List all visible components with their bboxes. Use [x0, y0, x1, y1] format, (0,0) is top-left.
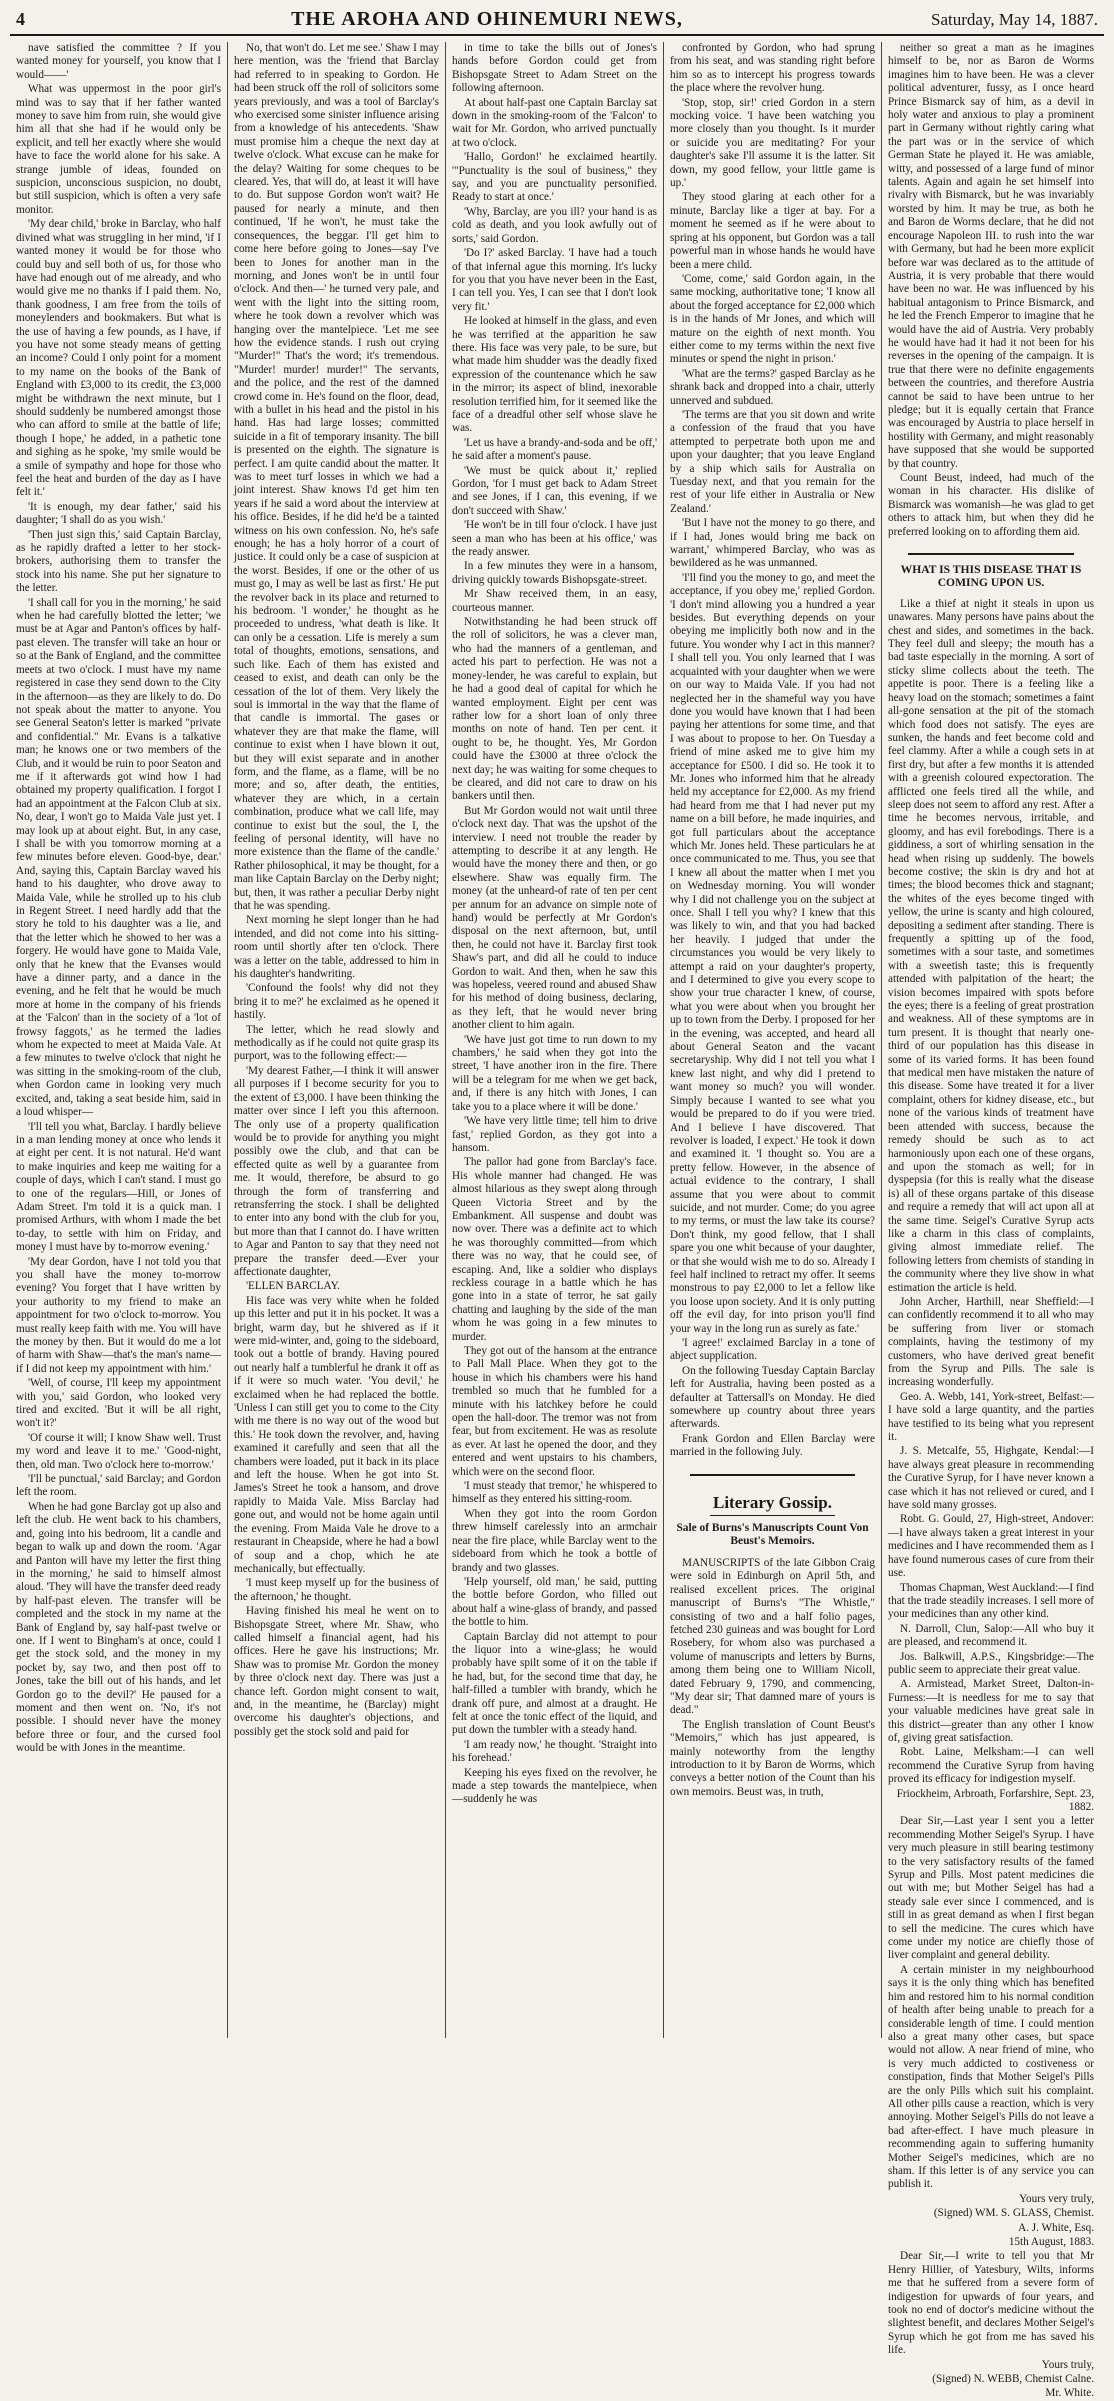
article-paragraph: Keeping his eyes fixed on the revolver, he made a step towards the mantelpiece, when—suddenly he was	[452, 1766, 657, 1806]
advert-paragraph: J. S. Metcalfe, 55, Highgate, Kendal:—I have always great pleasure in recommending the Curative Syrup, for I have never known a case which it has not relieved or cured, and I have sold many grosses.	[888, 1445, 1094, 1512]
article-paragraph: His face was very white when he folded up this letter and put it in his pocket. It was a bright, warm day, but he shivered as if it were mid-winter, and, going to the sideboard, took out a bottle of brandy. Having poured out nearly half a tumblerful he drank it off as if it were so much water. 'You devil,' he exclaimed when he had replaced the bottle. 'Unless I can still get you to come to the City with me there is no way out of the wood but this.' He took down the revolver, and, having examined it carefully and seen that all the chambers were loaded, put it back in its place and left the house. When he got into St. James's Street he took a hansom, and drove rapidly to Maida Vale. Miss Barclay had gone out, and would not be home again until the evening. From Maida Vale he drove to a restaurant in Cheapside, where he had a bowl of soup and a chop, which he ate mechanically, but effectually.	[234, 1294, 439, 1575]
advert-paragraph: Dear Sir,—I write to tell you that Mr Henry Hillier, of Yatesbury, Wilts, informs me that he suffered from a severe form of indigestion for upwards of four years, and took no end of doctor's medicine without the slightest benefit, and declares Mother Seigel's Syrup which he got from me has saved his life.	[888, 2250, 1094, 2357]
article-paragraph: 'We must be quick about it,' replied Gordon, 'for I must get back to Adam Street and see Jones, if I can, this evening, if we don't succeed with Shaw.'	[452, 464, 657, 517]
article-paragraph: 'Come, come,' said Gordon again, in the same mocking, authoritative tone; 'I know all about the forged acceptance for £2,000 which is in the hands of Mr Jones, and which will mature on the eighth of next month. You either come to my terms within the next five minutes or spend the night in prison.'	[670, 272, 875, 366]
article-paragraph: 'I must keep myself up for the business of the afternoon,' he thought.	[234, 1577, 439, 1603]
advert-paragraph: Robt. Laine, Melksham:—I can well recommend the Curative Syrup from having proved its efficacy for indigestion myself.	[888, 1746, 1094, 1786]
article-paragraph: 'I must steady that tremor,' he whispered to himself as they entered his sitting-room.	[452, 1480, 657, 1506]
article-paragraph: The letter, which he read slowly and methodically as if he could not quite grasp its purport, was to the following effect:—	[234, 1023, 439, 1063]
column-5	[882, 42, 1100, 2400]
advert-paragraph: Like a thief at night it steals in upon us unawares. Many persons have pains about the chest and sides, and sometimes in the back. They feel dull and sleepy; the mouth has a bad taste especially in the morning. A sort of sticky slime collects about the teeth. The appetite is poor. There is a feeling like a heavy load on the stomach; sometimes a faint all-gone sensation at the pit of the stomach which food does not satisfy. The eyes are sunken, the hands and feet become cold and feel clammy. After a while a cough sets in at first dry, but after a few months it is attended with a greenish coloured expectoration. The afflicted one feels tired all the while, and sleep does not seem to afford any rest. After a time he becomes nervous, irritable, and gloomy, and has evil forebodings. There is a giddiness, a sort of whirling sensation in the head when rising up suddenly. The bowels become costive; the skin is dry and hot at times; the blood becomes thick and stagnant; the whites of the eyes become tinged with yellow, the urine is scanty and high coloured, depositing a sediment after standing. There is frequently a spitting up of the food, sometimes with a sour taste, and sometimes with a sweetish taste; this is frequently attended with palpitation of the heart; the vision becomes impaired with spots before the eyes; there is a feeling of great prostration and weakness. All of these symptoms are in turn present. It is thought that nearly one-third of our population has this disease in some of its varied forms. It has been found that medical men have mistaken the nature of this disease. Some have treated it for a liver complaint, others for kidney disease, etc., but none of the various kinds of treatment have been attended with success, because the remedy should be such as to act harmoniously upon each one of these organs, and upon the stomach as well; for in dyspepsia (for this is really what the disease is) all of these organs partake of this disease and require a remedy that will act upon all at the same time. Seigel's Curative Syrup acts like a charm in this class of complaints, giving almost immediate relief. The following letters from chemists of standing in the community where they live show in what estimation the article is held.	[888, 597, 1094, 1294]
advert-divider	[908, 553, 1074, 555]
article-paragraph: But Mr Gordon would not wait until three o'clock next day. That was the upshot of the interview. I need not trouble the reader by attempting to describe it at any length. He would have the money there and then, or go elsewhere. Shaw was equally firm. The money (at the unheard-of rate of ten per cent per annum for an advance on simple note of hand) would be perfectly at Mr Gordon's disposal on the next afternoon, but, until then, he could not have it. Barclay first took Shaw's part, and did all he could to induce Gordon to wait. And then, when he saw this was hopeless, veered round and abused Shaw for his method of doing business, declaring, as they left, that he would never bring another client to him again.	[452, 804, 657, 1032]
section-divider	[690, 1474, 855, 1476]
article-paragraph: When he had gone Barclay got up also and left the club. He went back to his chambers, and, going into his bedroom, lit a candle and began to walk up and down the room. 'Agar and Panton will have my letter the first thing in the morning,' he said to himself almost aloud. 'They will have the transfer deed ready by half-past eleven. The transfer will be completed and the stock in my name at the Bank of England by, say half-past twelve or one. If I went to Bingham's at once, could I get the stock sold, and the money in my pocket by, say two, and then post off to Jones, take the bill out of his hands, and let Gordon go to the devil?' He paused for a moment and then went on. 'No, it's not possible. I should never have the money before three or four, and the cursed fool would be with Jones in the meantime.	[16, 1500, 221, 1755]
section-subheading: Sale of Burns's Manuscripts Count Von Beust's Memoirs.	[676, 1522, 869, 1548]
article-paragraph: 'Hallo, Gordon!' he exclaimed heartily. '"Punctuality is the soul of business," they say, and you are punctuality personified. Ready to start at once.'	[452, 151, 657, 204]
column-4	[664, 42, 882, 2038]
article-paragraph: Frank Gordon and Ellen Barclay were married in the following July.	[670, 1432, 875, 1459]
advert-paragraph: (Signed) WM. S. GLASS, Chemist.	[933, 2207, 1094, 2220]
article-paragraph: 'Well, of course, I'll keep my appointment with you,' said Gordon, who looked very tired and excited. 'But it will be all right, won't it?'	[16, 1377, 221, 1430]
newspaper-title: THE AROHA AND OHINEMURI NEWS,	[291, 8, 683, 30]
article-paragraph: 'Let us have a brandy-and-soda and be off,' he said after a moment's pause.	[452, 436, 657, 463]
advert-paragraph: Friockheim, Arbroath, Forfarshire, Sept. 23, 1882.	[896, 1787, 1094, 1813]
advert-paragraph: Thomas Chapman, West Auckland:—I find that the trade steadily increases. I sell more of your medicines than any other kind.	[888, 1581, 1094, 1621]
gossip-paragraph: The English translation of Count Beust's "Memoirs," which has just appeared, is mainly noteworthy from the lengthy introduction to it by Baron de Worms, which conveys a better notion of the Count than his own memoirs. Beust was, in truth,	[670, 1718, 875, 1798]
column-container	[10, 42, 1104, 2400]
article-paragraph: 'I'll be punctual,' said Barclay; and Gordon left the room.	[16, 1473, 221, 1499]
article-paragraph: 'We have just got time to run down to my chambers,' he said when they got into the street, 'I have another iron in the fire. There will be a telegram for me when we get back, and, if there is any hitch with Jones, I can take you to a place where it will be done.'	[452, 1033, 657, 1113]
article-paragraph: Captain Barclay did not attempt to pour the liquor into a wine-glass; he would probably have spilt some of it on the table if he had, but, for the second time that day, he half-filled a tumbler with brandy, which he drank off pure, and almost at a draught. He felt at once the tonic effect of the liquid, and put down the tumbler with a steady hand.	[452, 1630, 657, 1737]
article-paragraph: 'Do I?' asked Barclay. 'I have had a touch of that infernal ague this morning. It's lucky for you that you have never been in the East, I can tell you. Yes, I can see that I don't look very fit.'	[452, 247, 657, 313]
article-paragraph: 'My dear child,' broke in Barclay, who half divined what was struggling in her mind, 'if I wanted money it would be for those who could buy and sell both of us, for those who have had enough out of me already, and who would give me no thanks if I paid them. No, thank goodness, I am free from the toils of moneylenders and bookmakers. But what is the use of having a few pounds, as I have, if you have not some steady means of getting an income? Could I only point for a moment to my name on the books of the Bank of England with £3,000 to its credit, the £3,000 might be withdrawn the next minute, but I should suddenly be numbered amongst those who can afford to smile at the battle of life; though I hope,' he added, in a pathetic tone and sighing as he spoke, 'my smile would be a smile of sympathy and hope for those who feel the heat and burden of the day as I have felt it.'	[16, 218, 221, 499]
article-paragraph: Count Beust, indeed, had much of the woman in his character. His dislike of Bismarck was womanish—he was glad to get others to attack him, but when they did he preferred looking on to affording them aid.	[888, 472, 1094, 538]
article-paragraph: 'It is enough, my dear father,' said his daughter; 'I shall do as you wish.'	[16, 500, 221, 527]
article-paragraph: neither so great a man as he imagines himself to be, nor as Baron de Worms imagines him to have been. He was a clever political adventurer, fussy, as I once heard Prince Bismarck say of him, as a devil in holy water and anxious to play a prominent part in Germany without rightly caring what the part was or in the service of which German State he played it. He was amiable, witty, and possessed of a large fund of minor talents. Again and again he set himself into rivalry with Bismarck, but he was invariably worsted by him. It may be true, as both he and Baron de Worms declare, that he did not encourage Napoleon III. to rush into the war with Germany, but had he been more explicit before war was declared as to the attitude of Austria, it is very probable that there would have been no war. He was influenced by his habitual antagonism to Prince Bismarck, and he led the French Emperor to imagine that he would have the aid of Austria. Very probably he would have had it had it not been for his reverses in the opening of the campaign. It is true that there were no definite engagements between the countries, and therefore Austria cannot be said to have been untrue to her pledge; but it is equally certain that France was encouraged by Austria to place herself in hostility with Germany, and might reasonably have supposed that she would be supported by that country.	[888, 42, 1094, 470]
article-paragraph: 'The terms are that you sit down and write a confession of the fraud that you have attempted to perpetrate both upon me and upon your daughter; that you leave England by a ship which sails for Australia on Tuesday next, and that you remain for the rest of your life either in Australia or New Zealand.'	[670, 408, 875, 515]
advert-heading: WHAT IS THIS DISEASE THAT IS COMING UPON US.	[900, 563, 1082, 590]
article-paragraph: 'Then just sign this,' said Captain Barclay, as he rapidly drafted a letter to her stock-brokers, authorising them to transfer the stock into his name. She put her signature to the letter.	[16, 528, 221, 595]
advert-paragraph: Yours truly,	[1041, 2358, 1094, 2371]
advert-paragraph: Geo. A. Webb, 141, York-street, Belfast:—I have sold a large quantity, and the parties have testified to its being what you represent it.	[888, 1390, 1094, 1444]
article-paragraph: 'I shall call for you in the morning,' he said when he had carefully blotted the letter; 'we must be at Agar and Panton's offices by half-past eleven. The transfer will take an hour or so at the Bank of England, and the committee meets at two o'clock. I must have my name registered in case they send down to the City in the afternoon—as they are likely to do. Do not speak about the matter to anyone. You see General Seaton's letter is marked "private and confidential." Mr. Evans is a talkative man; he knows one or two members of the Club, and it would be ruin to poor Seaton and me if it afterwards got wind how I had obtained my property qualification. I forgot I had an appointment at the Falcon Club at six. No, dear, I won't go to Maida Vale just yet. I may look up at about eight. But, in any case, I shall be with you tomorrow morning at a few minutes before eleven. Good-bye, dear.' And, saying this, Captain Barclay waved his hand to his daughter, who drove away to Maida Vale, while he strolled up to his club in Regent Street. I need hardly add that the story he told to his daughter was a lie, and that the letter which he showed to her was a forgery. He would have gone to Maida Vale, only that he knew that the Evanses would have a dinner party, and a dance in the evening, and he felt that he would be much more at home in the company of his friends at the 'Falcon' than in the society of a 'lot of frowsy faggots,' as he termed the ladies whom he expected to meet at Maida Vale. At a few minutes to twelve o'clock that night he was sitting in the smoking-room of the club, when Gordon came in looking very much excited, and, taking a seat beside him, said in a loud whisper—	[16, 596, 221, 1119]
masthead	[10, 8, 1104, 36]
gossip-paragraph: MANUSCRIPTS of the late Gibbon Craig were sold in Edinburgh on April 5th, and realised excellent prices. The original manuscript of Burns's "The Whistle," consisting of two and a half folio pages, fetched 230 guineas and was bought for Lord Rosebery, for whom also was purchased a volume of manuscripts and letters by Burns, among them being one to William Nicoll, dated February 9, 1790, and commencing, "My dear sir; That damned mare of yours is dead."	[670, 1556, 875, 1717]
column-3	[446, 42, 664, 2038]
article-paragraph: Next morning he slept longer than he had intended, and did not come into his sitting-room until shortly after ten o'clock. There was a letter on the table, addressed to him in his daughter's handwriting.	[234, 914, 439, 981]
article-paragraph: 'I am ready now,' he thought. 'Straight into his forehead.'	[452, 1738, 657, 1765]
advert-paragraph: Jos. Balkwill, A.P.S., Kingsbridge:—The public seem to appreciate their great value.	[888, 1650, 1094, 1676]
article-paragraph: 'Confound the fools! why did not they bring it to me?' he exclaimed as he opened it hastily.	[234, 982, 439, 1022]
article-paragraph: 'He won't be in till four o'clock. I have just seen a man who has been at his office,' was the ready answer.	[452, 519, 657, 559]
article-paragraph: Notwithstanding he had been struck off the roll of solicitors, he was a clever man, who had the manners of a gentleman, and acted his part to perfection. He was not a money-lender, he was careful to explain, but he had a good deal of capital for which he wanted employment. Eight per cent was rather low for a short loan of only three months on note of hand. Ten per cent. it ought to be, he thought. Yes, Mr Gordon could have the £3000 at three o'clock the next day; he was waiting for some cheques to be cleared, and did not care to draw on his bankers until then.	[452, 616, 657, 803]
article-paragraph: 'Help yourself, old man,' he said, putting the bottle before Gordon, who filled out about half a wine-glass of brandy, and passed the bottle to him.	[452, 1575, 657, 1629]
article-paragraph: On the following Tuesday Captain Barclay left for Australia, having been posted as a defaulter at Tattersall's on Monday. He died somewhere up country about three years afterwards.	[670, 1364, 875, 1431]
article-paragraph: 'My dear Gordon, have I not told you that you shall have the money to-morrow evening? You forget that I have written by your authority to my friend to make an appointment for two o'clock to-morrow. You must really keep faith with me. You will have the money by then. But it would do me a lot of harm with Shaw—that's the man's name—if I did not keep my appointment with him.'	[16, 1255, 221, 1375]
article-paragraph: 'I'll find you the money to go, and meet the acceptance, if you obey me,' replied Gordon. 'I don't mind allowing you a hundred a year besides. But everything depends on your obeying me implicitly both now and in the future. You wonder why I act in this manner? I shall tell you. You only learned that I was acquainted with your daughter when we were on our way to Maida Vale. If you had not neglected her in the shameful way you have done you would have known that I had been paying her attentions for some time, and that I was about to propose to her. On Tuesday a friend of mine asked me to give him my acceptance for £500. I did so. He took it to Mr. Jones who informed him that he already held my acceptance for £2,000. As my friend had heard from me that I had never put my name on a bill before, he made inquiries, and got full particulars about the acceptance which Mr. Jones held. These particulars he at once communicated to me. Thus, you see that I knew all about the matter when I met you on Wednesday morning. You will wonder why I did not challenge you on the subject at once. Shall I tell you why? I knew that this was likely to win, and that you had backed her heavily. I judged that under the circumstances you would be very likely to attempt a raid on your daughter's property, and I determined to give you every scope to show your true character I knew, of course, what you were about when you brought her up to town from the Derby. I proposed for her in the evening, was accepted, and heard all about General Seaton and the vacant secretaryship. Why did I not tell you what I knew last night, and why did I pretend to want money so much? you will wonder. Simply because I wanted to see what you would be prepared to do if you were tried. And I believe I have discovered. That revolver is loaded, I expect.' He took it down and examined it. 'I thought so. You are a pretty fellow. However, in the absence of actual evidence to the contrary, I shall assume that you were about to commit suicide, and not murder. Come; do you agree to my terms, or must the law take its course? Don't think, my good fellow, that I shall spare you one whit because of your daughter, or that she would wish me to do so. Already I feel half inclined to retract my offer. It seems monstrous to pay £2,000 to let a fellow like you loose upon society. And it is only putting off the evil day, for into prison you'll find your way in the long run as surely as fate.'	[670, 571, 875, 1335]
article-paragraph: in time to take the bills out of Jones's hands before Gordon could get from Bishopsgate Street to Adam Street on the following afternoon.	[452, 42, 657, 95]
column-2	[228, 42, 446, 2038]
article-paragraph: nave satisfied the committee ? If you wanted money for yourself, you know that I would——'	[16, 42, 221, 81]
page-number: 4	[16, 9, 25, 29]
article-paragraph: 'But I have not the money to go there, and if I had, Jones would bring me back on warrant,' whimpered Barclay, who was as bewildered as he was unmanned.	[670, 517, 875, 570]
article-paragraph: 'Of course it will; I know Shaw well. Trust my word and leave it to me.' 'Good-night, then, old man. Two o'clock here to-morrow.'	[16, 1431, 221, 1471]
advert-paragraph: A. Armistead, Market Street, Dalton-in-Furness:—It is needless for me to say that your valuable medicines have great sale in this district—greater than any other I know of, giving great satisfaction.	[888, 1678, 1094, 1744]
article-paragraph: They got out of the hansom at the entrance to Pall Mall Place. When they got to the house in which his chambers were his hand trembled so much that he fumbled for a minute with his latchkey before he could open the hall-door. The tremor was not from fear, but from excitement. He was as resolute as ever. At last he opened the door, and they entered and went upstairs to his chambers, which were on the second floor.	[452, 1345, 657, 1478]
heading-divider	[710, 1515, 835, 1516]
article-paragraph: At about half-past one Captain Barclay sat down in the smoking-room of the 'Falcon' to wait for Mr. Gordon, who arrived punctually at two o'clock.	[452, 96, 657, 149]
advert-paragraph: A certain minister in my neighbourhood says it is the only thing which has benefited him and restored him to his normal condition of health after being unable to preach for a considerable length of time. I could mention also a great many other cases, but space would not allow. A near friend of mine, who is very much addicted to costiveness or constipation, finds that Mother Seigel's Pills are the only Pills which suit his complaint. All other pills cause a reaction, which is very annoying. Mother Seigel's Pills do not leave a bad after-effect. I have much pleasure in recommending again to suffering humanity Mother Seigel's medicines, which are no sham. If this letter is of any service you can publish it.	[888, 1963, 1094, 2191]
advert-paragraph: A. J. White, Esq.	[1018, 2221, 1094, 2234]
article-paragraph: confronted by Gordon, who had sprung from his seat, and was standing right before him so as to intercept his progress towards the place where the revolver hung.	[670, 42, 875, 95]
article-paragraph: 'ELLEN BARCLAY.	[246, 1280, 341, 1293]
article-paragraph: 'What are the terms?' gasped Barclay as he shrank back and dropped into a chair, utterly unnerved and subdued.	[670, 367, 875, 407]
article-paragraph: He looked at himself in the glass, and even he was terrified at the apparition he saw there. His face was very pale, to be sure, but what made him shudder was the deadly fixed expression of the countenance which he saw in the mirror; its aspect of blind, inexorable resolution terrified him, for it seemed like the face of a dreadful other self whose slave he was.	[452, 315, 657, 435]
article-paragraph: 'We have very little time; tell him to drive fast,' replied Gordon, as they got into a hansom.	[452, 1115, 657, 1154]
article-paragraph: 'Stop, stop, sir!' cried Gordon in a stern mocking voice. 'I have been watching you more closely than you thought. Is it murder or suicide you are meditating? For your daughter's sake I'll assume it is the latter. Sit down, my good fellow, your little game is up.'	[670, 96, 875, 190]
article-paragraph: 'Why, Barclay, are you ill? your hand is as cold as death, and you look awfully out of sorts,' said Gordon.	[452, 205, 657, 245]
advert-paragraph: John Archer, Harthill, near Sheffield:—I can confidently recommend it to all who may be suffering from liver or stomach complaints, having the testimony of my customers, who have derived great benefit from the Syrup and Pills. The sale is increasing wonderfully.	[888, 1295, 1094, 1389]
article-paragraph: Mr Shaw received them, in an easy, courteous manner.	[452, 588, 657, 614]
advert-paragraph: Dear Sir,—Last year I sent you a letter recommending Mother Seigel's Syrup. I have very much pleasure in still bearing testimony to the very satisfactory results of the famed Syrup and Pills. Most patent medicines die out with me; but Mother Seigel has had a steady sale ever since I commenced, and is still in as great demand as when I first began to sell the medicine. The cures which have come under my notice are chiefly those of liver complaint and general debility.	[888, 1815, 1094, 1962]
advert-paragraph: N. Darroll, Clun, Salop:—All who buy it are pleased, and recommend it.	[888, 1622, 1094, 1649]
advert-paragraph: (Signed) N. WEBB, Chemist Calne.	[932, 2373, 1094, 2386]
advert-paragraph: 15th August, 1883.	[1008, 2236, 1094, 2248]
article-paragraph: What was uppermost in the poor girl's mind was to say that if her father wanted money to save him from ruin, she would give him all that she had if he would only be explicit, and tell her exactly where she would have to face the world alone for his sake. A strange jumble of ideas, founded on suspicion, unconscious suspicion, no doubt, but still suspicion, which is often a very safe monitor.	[16, 83, 221, 216]
article-paragraph: The pallor had gone from Barclay's face. His whole manner had changed. He was almost hilarious as they swept along through Queen Victoria Street and by the Embankment. All suspense and doubt was now over. There was a definite act to which he was thoroughly committed—from which there was no way, that he could see, of escaping. And, like a soldier who displays reckless courage in a battle which he has gone into in a state of terror, he sat gaily chatting and laughing by the side of the man whom he was going in a few minutes to murder.	[452, 1156, 657, 1343]
article-paragraph: No, that won't do. Let me see.' Shaw I may here mention, was the 'friend that Barclay had referred to in speaking to Gordon. He had been struck off the roll of solicitors some years previously, and was a tool of Barclay's who exercised some sinister influence arising from a knowledge of his antecedents. 'Shaw must promise him a cheque the next day at twelve o'clock. What excuse can he make for the delay? Waiting for some cheques to be cleared. Yes, that will do, at least it will have to do. But suppose Gordon won't wait? He paused for nearly a minute, and then continued, 'If he won't, he must take the consequences, the beggar. I'll get him to come here before going to Jones—say I've been to Jones for another man in the morning, and Jones won't be in until four o'clock. And then—' he turned very pale, and went with the light into the sitting room, where he took down a revolver which was hanging over the mantelpiece. 'Let me see how the evidence stands. I rush out crying "Murder!" That's the word; it's tremendous. "Murder! murder! murder!" The servants, and the police, and the rest of the damned crowd come in. He's found on the floor, dead, with a bullet in his head and the pistol in his hand. Has had large losses; committed suicide in a fit of temporary insanity. The bill is presented on the eighth. The signature is perfect. I am quite candid about the matter. It was to meet turf losses in which we had a joint interest. Shaw knows I'd get him ten years if he said a word about the interview at his office. Besides, if he did he'd be a tainted witness on his own confession. No, he's safe enough; he has a holy horror of a court of justice. It could only be a case of suspicion at the worst. Besides, if one or the other of us must go, I may as well be last as first.' He put the revolver back in its place and returned to his bedroom. 'I wonder,' he thought as he proceeded to undress, 'what death is like. It can only be a cessation. Life is merely a sum total of thoughts, emotions, sensations, and such like. Each of them has existed and ceased to exist, and death can only be the cessation of the lot of them. Very likely the soul is immortal in the way that the flame of that candle is immortal. The gases or whatever they are that make the flame, will continue to exist when I have blown it out, but they will exist separate and in another form, and the flame, as a flame, will be no more; and so, after death, the entities, whatever they are which, in a certain combination, produce what we call life, may continue to exist but the soul, the I, the feeling of personal identity, will have no more existence than the flame of the candle.' Rather philosophical, it may be thought, for a man like Captain Barclay on the Derby night; but, then, it was rather a peculiar Derby night that he was spending.	[234, 42, 439, 912]
column-1	[10, 42, 228, 2038]
article-paragraph: They stood glaring at each other for a minute, Barclay like a tiger at bay. For a moment he seemed as if he were about to spring at his opponent, but Gordon was a tall powerful man in whose hands he would have been a mere child.	[670, 191, 875, 271]
advert-paragraph: Mr. White.	[1045, 2387, 1094, 2400]
article-paragraph: In a few minutes they were in a hansom, driving quickly towards Bishopsgate-street.	[452, 560, 657, 586]
section-heading: Literary Gossip.	[713, 1492, 832, 1512]
article-paragraph: 'I agree!' exclaimed Barclay in a tone of abject supplication.	[670, 1337, 875, 1363]
article-paragraph: Having finished his meal he went on to Bishopsgate Street, where Mr. Shaw, who called himself a financial agent, had his offices. Here he gave his instructions; Mr. Shaw was to promise Mr. Gordon the money by three o'clock next day. There was just a chance left. Gordon might consent to wait, and, in the meantime, he (Barclay) might overcome his daughter's objections, and possibly get the stock sold and paid for	[234, 1605, 439, 1738]
article-paragraph: 'My dearest Father,—I think it will answer all purposes if I become security for you to the extent of £3,000. I have been thinking the matter over since I left you this afternoon. The only use of a property qualification would be to provide for anything you might possibly owe the club, and that can be effected quite as well by a guarantee from me. It would, therefore, be absurd to go through the form of transferring and retransferring the stock. I shall be delighted to enter into any bond with the club for you, but more than that I cannot do. I have written to Agar and Panton to say that they need not prepare the transfer deed.—Ever your affectionate daughter,	[234, 1064, 439, 1278]
article-paragraph: 'I'll tell you what, Barclay. I hardly believe in a man lending money at once who lends it at eight per cent. It is not natural. He'd want to make inquiries and keep me waiting for a couple of days, which I can't stand. I must go to one of the regulars—Hill, or Jones of Adam Street. I'm told it is a quick man. I promised Arthurs, with whom I made the bet to-day, to settle with him on Friday, and money I must have by to-morrow evening.'	[16, 1120, 221, 1254]
advert-paragraph: Yours very truly,	[1019, 2192, 1094, 2205]
issue-date: Saturday, May 14, 1887.	[931, 10, 1098, 29]
advert-paragraph: Robt. G. Gould, 27, High-street, Andover:—I have always taken a great interest in your medicines and I have recommended them as I have found numerous cases of cure from their use.	[888, 1513, 1094, 1580]
article-paragraph: When they got into the room Gordon threw himself carelessly into an armchair near the fire place, while Barclay went to the sideboard from which he took a bottle of brandy and two glasses.	[452, 1507, 657, 1574]
